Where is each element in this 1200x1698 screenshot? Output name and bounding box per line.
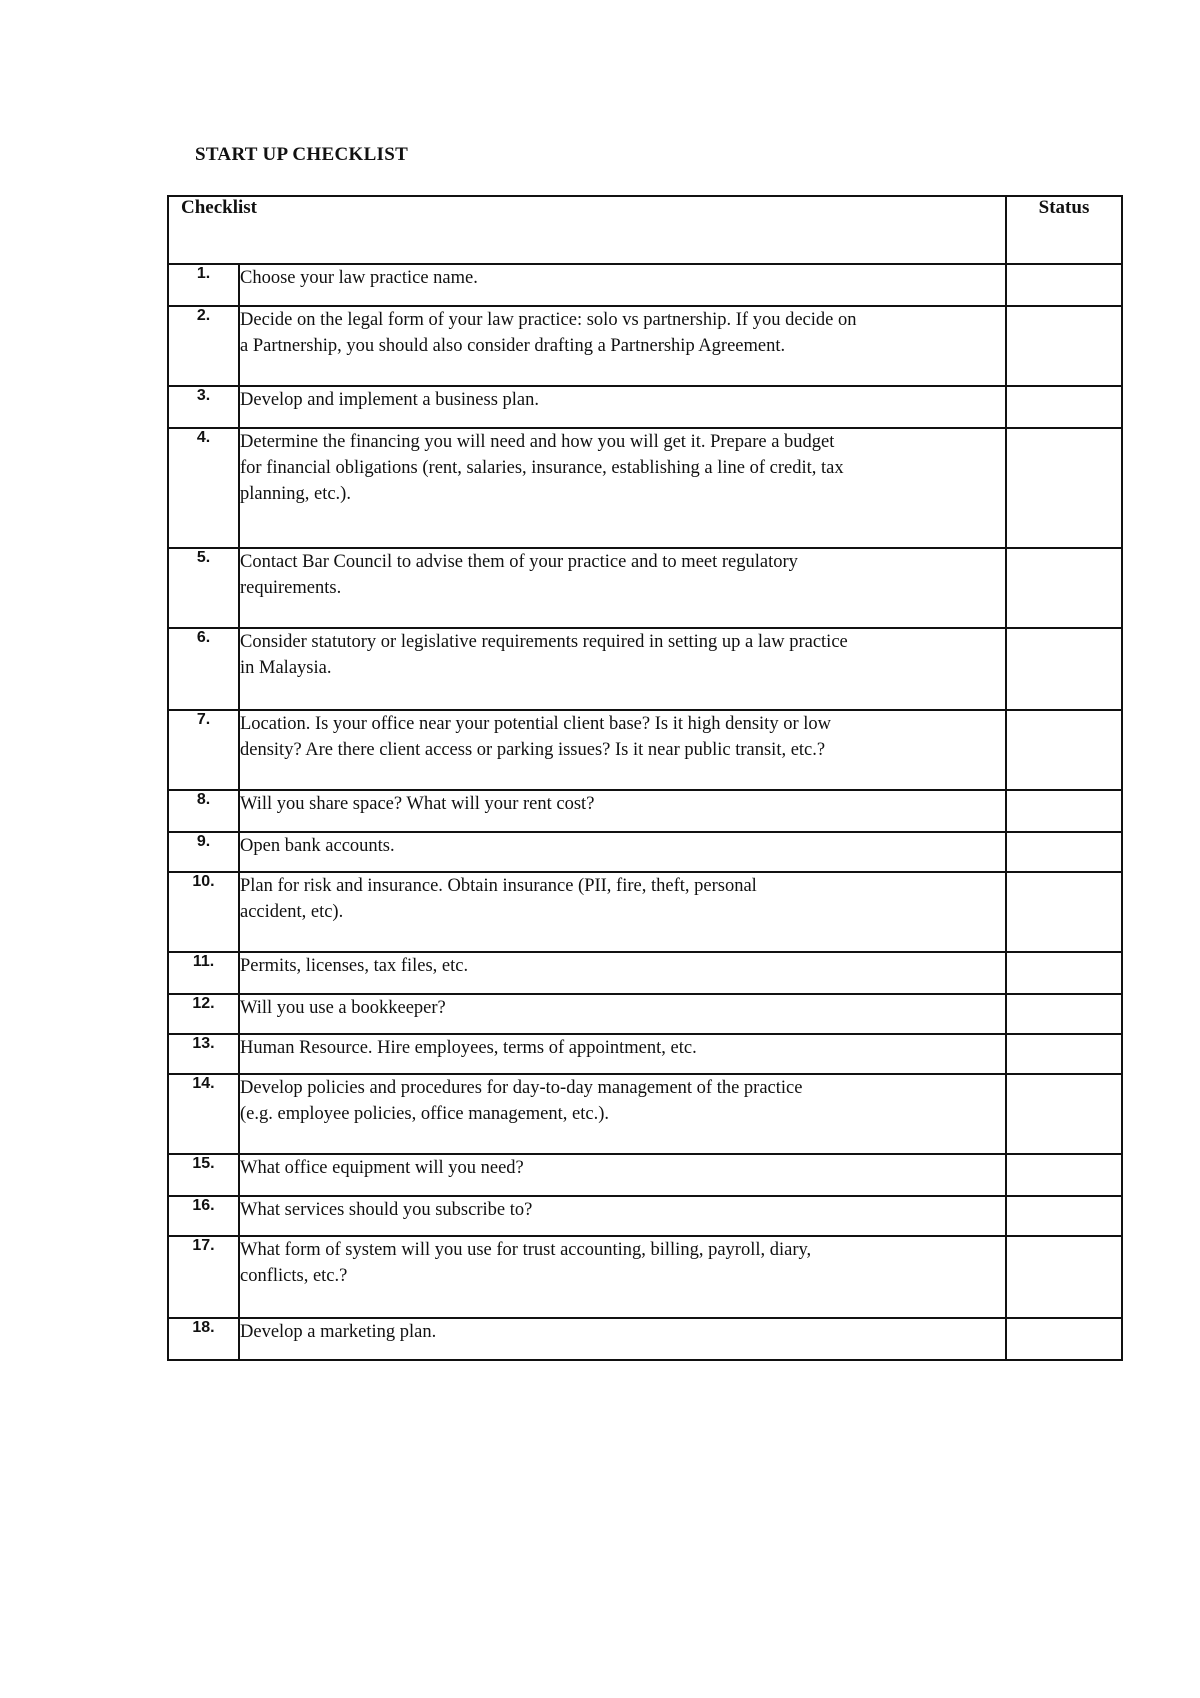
- column-header-checklist: Checklist: [168, 196, 1006, 264]
- item-description-line: Plan for risk and insurance. Obtain insurance (PII, fire, theft, personal: [240, 876, 757, 896]
- item-description: [239, 790, 1006, 832]
- table-row: [168, 1236, 1122, 1318]
- item-number: 14.: [168, 1074, 239, 1154]
- item-description-line: planning, etc.).: [240, 484, 351, 504]
- item-number: 6.: [168, 628, 239, 710]
- table-row: [168, 1196, 1122, 1236]
- item-number: 13.: [168, 1034, 239, 1074]
- table-row: [168, 872, 1122, 952]
- page-title: START UP CHECKLIST: [195, 144, 409, 165]
- item-description-line: Determine the financing you will need and how you will get it. Prepare a budget: [240, 432, 835, 452]
- item-description: [239, 264, 1006, 306]
- item-description-line: What services should you subscribe to?: [240, 1200, 533, 1220]
- item-description-line: accident, etc).: [240, 902, 344, 922]
- item-number: 17.: [168, 1236, 239, 1318]
- item-number: 3.: [168, 386, 239, 428]
- status-cell[interactable]: [1006, 428, 1122, 548]
- table-row: [168, 1318, 1122, 1360]
- item-description-line: for financial obligations (rent, salaries, insurance, establishing a line of credit, tax: [240, 458, 844, 478]
- table-header-row: [168, 196, 1122, 264]
- item-description-line: Develop a marketing plan.: [240, 1322, 437, 1342]
- table-row: [168, 386, 1122, 428]
- table-row: [168, 628, 1122, 710]
- table-row: [168, 952, 1122, 994]
- item-description: [239, 1074, 1006, 1154]
- status-cell[interactable]: [1006, 952, 1122, 994]
- item-description-line: conflicts, etc.?: [240, 1266, 348, 1286]
- item-description: [239, 1196, 1006, 1236]
- item-number: 1.: [168, 264, 239, 306]
- item-description: [239, 994, 1006, 1034]
- status-cell[interactable]: [1006, 994, 1122, 1034]
- item-description-line: Open bank accounts.: [240, 836, 395, 856]
- item-description: [239, 1034, 1006, 1074]
- item-description-line: What office equipment will you need?: [240, 1158, 524, 1178]
- item-description: [239, 832, 1006, 872]
- status-cell[interactable]: [1006, 1074, 1122, 1154]
- status-cell[interactable]: [1006, 832, 1122, 872]
- item-description-line: density? Are there client access or parking issues? Is it near public transit, etc.?: [240, 740, 826, 760]
- item-description-line: Decide on the legal form of your law practice: solo vs partnership. If you decide on: [240, 310, 857, 330]
- item-number: 11.: [168, 952, 239, 994]
- status-cell[interactable]: [1006, 1196, 1122, 1236]
- item-description-line: Contact Bar Council to advise them of your practice and to meet regulatory: [240, 552, 798, 572]
- table-row: [168, 428, 1122, 548]
- item-description-line: Will you share space? What will your rent cost?: [240, 794, 595, 814]
- item-description: [239, 428, 1006, 548]
- status-cell[interactable]: [1006, 872, 1122, 952]
- status-cell[interactable]: [1006, 264, 1122, 306]
- item-description-line: in Malaysia.: [240, 658, 332, 678]
- item-number: 16.: [168, 1196, 239, 1236]
- table-row: [168, 790, 1122, 832]
- item-number: 9.: [168, 832, 239, 872]
- item-description-line: (e.g. employee policies, office management, etc.).: [240, 1104, 609, 1124]
- item-description: [239, 306, 1006, 386]
- item-number: 10.: [168, 872, 239, 952]
- item-description-line: Permits, licenses, tax files, etc.: [240, 956, 469, 976]
- item-description: [239, 710, 1006, 790]
- table-row: [168, 1074, 1122, 1154]
- status-cell[interactable]: [1006, 1154, 1122, 1196]
- table-row: [168, 710, 1122, 790]
- item-description: [239, 952, 1006, 994]
- item-description: [239, 1236, 1006, 1318]
- item-number: 8.: [168, 790, 239, 832]
- item-number: 7.: [168, 710, 239, 790]
- status-cell[interactable]: [1006, 1034, 1122, 1074]
- status-cell[interactable]: [1006, 628, 1122, 710]
- table-row: [168, 994, 1122, 1034]
- table-row: [168, 548, 1122, 628]
- item-description: [239, 548, 1006, 628]
- item-description: [239, 1154, 1006, 1196]
- item-number: 18.: [168, 1318, 239, 1360]
- status-cell[interactable]: [1006, 548, 1122, 628]
- table-row: [168, 1154, 1122, 1196]
- table-row: [168, 264, 1122, 306]
- item-description-line: a Partnership, you should also consider drafting a Partnership Agreement.: [240, 336, 786, 356]
- checklist-rows: [168, 264, 1122, 1360]
- item-description-line: Consider statutory or legislative requirements required in setting up a law practice: [240, 632, 848, 652]
- item-description-line: Choose your law practice name.: [240, 268, 478, 288]
- item-number: 15.: [168, 1154, 239, 1196]
- item-description-line: Will you use a bookkeeper?: [240, 998, 446, 1018]
- item-number: 4.: [168, 428, 239, 548]
- status-cell[interactable]: [1006, 1236, 1122, 1318]
- column-header-status: Status: [1006, 196, 1122, 264]
- item-description-line: Location. Is your office near your potential client base? Is it high density or low: [240, 714, 831, 734]
- item-description-line: requirements.: [240, 578, 342, 598]
- item-description: [239, 872, 1006, 952]
- item-number: 5.: [168, 548, 239, 628]
- item-number: 12.: [168, 994, 239, 1034]
- item-description: [239, 386, 1006, 428]
- table-row: [168, 1034, 1122, 1074]
- status-cell[interactable]: [1006, 1318, 1122, 1360]
- item-description-line: Human Resource. Hire employees, terms of appointment, etc.: [240, 1038, 697, 1058]
- table-row: [168, 832, 1122, 872]
- table-row: [168, 306, 1122, 386]
- status-cell[interactable]: [1006, 710, 1122, 790]
- item-description-line: Develop and implement a business plan.: [240, 390, 540, 410]
- status-cell[interactable]: [1006, 790, 1122, 832]
- status-cell[interactable]: [1006, 386, 1122, 428]
- item-description: [239, 628, 1006, 710]
- item-description-line: What form of system will you use for trust accounting, billing, payroll, diary,: [240, 1240, 812, 1260]
- status-cell[interactable]: [1006, 306, 1122, 386]
- item-number: 2.: [168, 306, 239, 386]
- checklist-table: [167, 195, 1123, 1361]
- item-description-line: Develop policies and procedures for day-to-day management of the practice: [240, 1078, 803, 1098]
- item-description: [239, 1318, 1006, 1360]
